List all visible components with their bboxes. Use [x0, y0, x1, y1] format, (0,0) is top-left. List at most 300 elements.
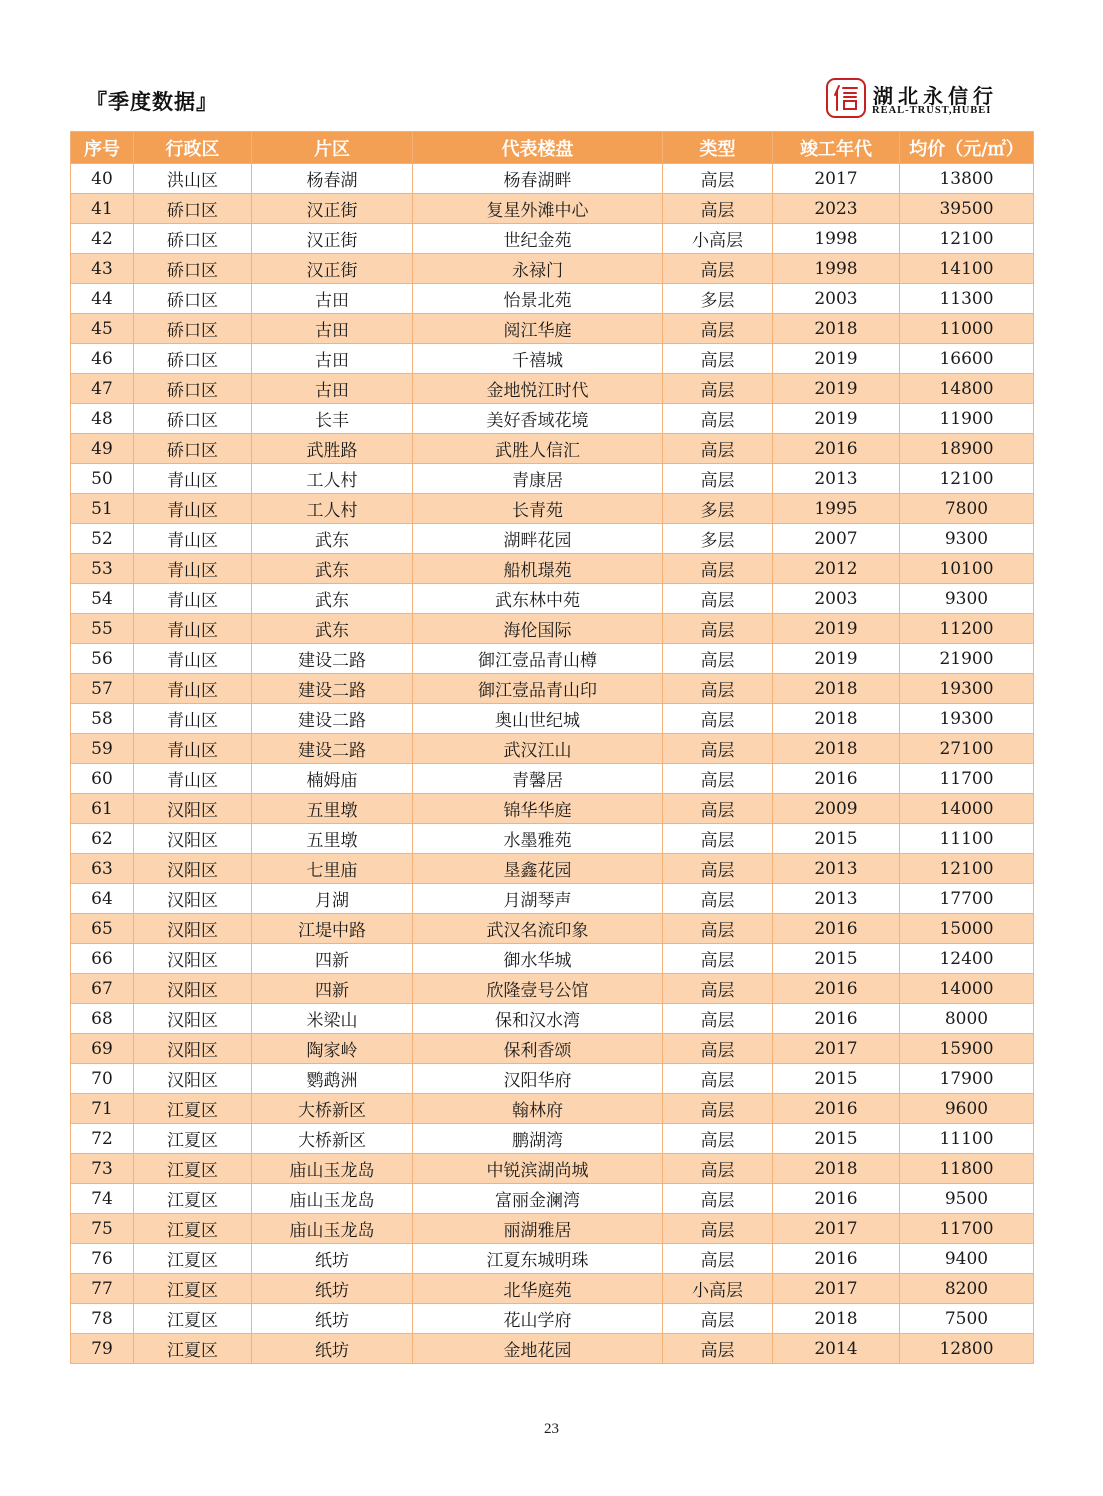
col-area-cell: 杨春湖 [252, 164, 413, 194]
housing-price-table [70, 131, 1034, 1364]
col-year-cell: 2016 [773, 1184, 900, 1214]
col-year-cell: 2014 [773, 1334, 900, 1364]
col-year-cell: 2003 [773, 284, 900, 314]
column-header-type: 类型 [663, 132, 773, 164]
col-district-cell: 青山区 [134, 734, 252, 764]
col-index-cell: 48 [71, 404, 134, 434]
col-district-cell: 汉阳区 [134, 1004, 252, 1034]
column-header-price: 均价（元/㎡） [900, 132, 1034, 164]
table-row [71, 674, 1034, 704]
col-type-cell: 高层 [663, 794, 773, 824]
table-row [71, 974, 1034, 1004]
col-price-cell: 8000 [900, 1004, 1034, 1034]
col-district-cell: 汉阳区 [134, 944, 252, 974]
col-district-cell: 江夏区 [134, 1124, 252, 1154]
table-header-row [71, 132, 1034, 164]
col-year-cell: 2016 [773, 434, 900, 464]
col-year-cell: 2018 [773, 734, 900, 764]
col-index-cell: 69 [71, 1034, 134, 1064]
col-area-cell: 武东 [252, 614, 413, 644]
col-price-cell: 8200 [900, 1274, 1034, 1304]
col-price-cell: 12800 [900, 1334, 1034, 1364]
col-property-cell: 丽湖雅居 [413, 1214, 663, 1244]
col-district-cell: 汉阳区 [134, 824, 252, 854]
col-year-cell: 2012 [773, 554, 900, 584]
col-index-cell: 54 [71, 584, 134, 614]
table-row [71, 1064, 1034, 1094]
col-type-cell: 高层 [663, 1154, 773, 1184]
col-type-cell: 高层 [663, 1064, 773, 1094]
col-index-cell: 74 [71, 1184, 134, 1214]
col-district-cell: 硚口区 [134, 344, 252, 374]
logo-english-name: REAL-TRUST,HUBEI [872, 105, 992, 116]
col-index-cell: 73 [71, 1154, 134, 1184]
table-row [71, 1004, 1034, 1034]
col-index-cell: 66 [71, 944, 134, 974]
col-area-cell: 建设二路 [252, 734, 413, 764]
table-row [71, 1034, 1034, 1064]
col-index-cell: 52 [71, 524, 134, 554]
col-district-cell: 青山区 [134, 524, 252, 554]
col-district-cell: 青山区 [134, 644, 252, 674]
col-district-cell: 江夏区 [134, 1274, 252, 1304]
col-year-cell: 2019 [773, 344, 900, 374]
table-row [71, 614, 1034, 644]
col-year-cell: 2003 [773, 584, 900, 614]
col-property-cell: 御江壹品青山樽 [413, 644, 663, 674]
col-property-cell: 武汉名流印象 [413, 914, 663, 944]
col-price-cell: 10100 [900, 554, 1034, 584]
col-area-cell: 鹦鹉洲 [252, 1064, 413, 1094]
col-type-cell: 高层 [663, 404, 773, 434]
col-year-cell: 2016 [773, 1244, 900, 1274]
col-index-cell: 46 [71, 344, 134, 374]
col-index-cell: 64 [71, 884, 134, 914]
table-row [71, 1094, 1034, 1124]
table-row [71, 1334, 1034, 1364]
col-area-cell: 长丰 [252, 404, 413, 434]
col-property-cell: 永禄门 [413, 254, 663, 284]
col-year-cell: 2009 [773, 794, 900, 824]
col-year-cell: 2013 [773, 884, 900, 914]
table-row [71, 704, 1034, 734]
col-district-cell: 汉阳区 [134, 884, 252, 914]
col-property-cell: 翰林府 [413, 1094, 663, 1124]
col-property-cell: 鹏湖湾 [413, 1124, 663, 1154]
col-area-cell: 江堤中路 [252, 914, 413, 944]
col-property-cell: 江夏东城明珠 [413, 1244, 663, 1274]
col-year-cell: 2015 [773, 944, 900, 974]
table-row [71, 344, 1034, 374]
col-index-cell: 41 [71, 194, 134, 224]
col-index-cell: 77 [71, 1274, 134, 1304]
col-type-cell: 高层 [663, 314, 773, 344]
col-type-cell: 高层 [663, 584, 773, 614]
col-price-cell: 11700 [900, 1214, 1034, 1244]
table-body [71, 164, 1034, 1364]
col-price-cell: 18900 [900, 434, 1034, 464]
col-property-cell: 金地花园 [413, 1334, 663, 1364]
col-type-cell: 高层 [663, 1034, 773, 1064]
table-row [71, 1184, 1034, 1214]
col-area-cell: 庙山玉龙岛 [252, 1214, 413, 1244]
col-district-cell: 江夏区 [134, 1094, 252, 1124]
table-row [71, 854, 1034, 884]
col-year-cell: 2016 [773, 764, 900, 794]
col-price-cell: 9300 [900, 584, 1034, 614]
col-year-cell: 2019 [773, 644, 900, 674]
col-property-cell: 垦鑫花园 [413, 854, 663, 884]
col-type-cell: 高层 [663, 1184, 773, 1214]
col-type-cell: 高层 [663, 974, 773, 1004]
table-row [71, 764, 1034, 794]
col-type-cell: 多层 [663, 524, 773, 554]
col-district-cell: 硚口区 [134, 224, 252, 254]
col-property-cell: 杨春湖畔 [413, 164, 663, 194]
col-type-cell: 高层 [663, 704, 773, 734]
col-district-cell: 硚口区 [134, 284, 252, 314]
col-property-cell: 武汉江山 [413, 734, 663, 764]
col-property-cell: 奥山世纪城 [413, 704, 663, 734]
col-index-cell: 42 [71, 224, 134, 254]
col-area-cell: 楠姆庙 [252, 764, 413, 794]
column-header-year: 竣工年代 [773, 132, 900, 164]
col-type-cell: 多层 [663, 494, 773, 524]
table-row [71, 1154, 1034, 1184]
col-type-cell: 高层 [663, 614, 773, 644]
col-area-cell: 汉正街 [252, 194, 413, 224]
table-row [71, 794, 1034, 824]
col-index-cell: 71 [71, 1094, 134, 1124]
col-district-cell: 江夏区 [134, 1304, 252, 1334]
col-index-cell: 62 [71, 824, 134, 854]
col-type-cell: 高层 [663, 344, 773, 374]
col-type-cell: 高层 [663, 1214, 773, 1244]
col-type-cell: 高层 [663, 914, 773, 944]
col-price-cell: 19300 [900, 704, 1034, 734]
col-area-cell: 大桥新区 [252, 1094, 413, 1124]
table-row [71, 944, 1034, 974]
col-district-cell: 青山区 [134, 764, 252, 794]
col-area-cell: 庙山玉龙岛 [252, 1184, 413, 1214]
table-row [71, 734, 1034, 764]
table-row [71, 314, 1034, 344]
col-index-cell: 67 [71, 974, 134, 1004]
col-price-cell: 12100 [900, 854, 1034, 884]
col-price-cell: 27100 [900, 734, 1034, 764]
col-property-cell: 美好香域花境 [413, 404, 663, 434]
column-header-district: 行政区 [134, 132, 252, 164]
col-property-cell: 锦华华庭 [413, 794, 663, 824]
col-property-cell: 复星外滩中心 [413, 194, 663, 224]
col-index-cell: 75 [71, 1214, 134, 1244]
col-district-cell: 汉阳区 [134, 1034, 252, 1064]
col-district-cell: 硚口区 [134, 314, 252, 344]
col-type-cell: 高层 [663, 1244, 773, 1274]
col-price-cell: 7500 [900, 1304, 1034, 1334]
col-property-cell: 富丽金澜湾 [413, 1184, 663, 1214]
col-index-cell: 53 [71, 554, 134, 584]
col-property-cell: 青馨居 [413, 764, 663, 794]
col-area-cell: 工人村 [252, 494, 413, 524]
col-index-cell: 58 [71, 704, 134, 734]
column-header-index: 序号 [71, 132, 134, 164]
col-district-cell: 汉阳区 [134, 794, 252, 824]
col-index-cell: 44 [71, 284, 134, 314]
col-district-cell: 青山区 [134, 674, 252, 704]
col-type-cell: 高层 [663, 434, 773, 464]
col-index-cell: 65 [71, 914, 134, 944]
col-index-cell: 51 [71, 494, 134, 524]
col-area-cell: 武东 [252, 584, 413, 614]
col-price-cell: 11200 [900, 614, 1034, 644]
col-price-cell: 11000 [900, 314, 1034, 344]
col-price-cell: 11300 [900, 284, 1034, 314]
col-index-cell: 79 [71, 1334, 134, 1364]
column-header-property: 代表楼盘 [413, 132, 663, 164]
col-year-cell: 2007 [773, 524, 900, 554]
col-property-cell: 金地悦江时代 [413, 374, 663, 404]
table-row [71, 524, 1034, 554]
table-row [71, 1124, 1034, 1154]
col-property-cell: 武东林中苑 [413, 584, 663, 614]
col-price-cell: 11100 [900, 1124, 1034, 1154]
col-year-cell: 2017 [773, 164, 900, 194]
col-price-cell: 9300 [900, 524, 1034, 554]
col-district-cell: 汉阳区 [134, 914, 252, 944]
col-price-cell: 14100 [900, 254, 1034, 284]
col-district-cell: 硚口区 [134, 374, 252, 404]
col-area-cell: 工人村 [252, 464, 413, 494]
col-district-cell: 汉阳区 [134, 1064, 252, 1094]
col-index-cell: 45 [71, 314, 134, 344]
col-type-cell: 高层 [663, 554, 773, 584]
col-price-cell: 14000 [900, 794, 1034, 824]
table-row [71, 554, 1034, 584]
col-type-cell: 小高层 [663, 1274, 773, 1304]
col-price-cell: 14000 [900, 974, 1034, 1004]
col-price-cell: 15900 [900, 1034, 1034, 1064]
col-district-cell: 硚口区 [134, 194, 252, 224]
col-index-cell: 78 [71, 1304, 134, 1334]
col-index-cell: 72 [71, 1124, 134, 1154]
column-header-area: 片区 [252, 132, 413, 164]
col-year-cell: 2018 [773, 314, 900, 344]
col-area-cell: 武东 [252, 554, 413, 584]
table-row [71, 1304, 1034, 1334]
col-price-cell: 11900 [900, 404, 1034, 434]
col-year-cell: 2015 [773, 824, 900, 854]
col-area-cell: 武东 [252, 524, 413, 554]
col-property-cell: 船机璟苑 [413, 554, 663, 584]
col-price-cell: 12100 [900, 464, 1034, 494]
col-district-cell: 硚口区 [134, 404, 252, 434]
col-area-cell: 大桥新区 [252, 1124, 413, 1154]
col-district-cell: 洪山区 [134, 164, 252, 194]
col-year-cell: 2017 [773, 1274, 900, 1304]
col-area-cell: 汉正街 [252, 254, 413, 284]
table-row [71, 1214, 1034, 1244]
col-property-cell: 北华庭苑 [413, 1274, 663, 1304]
col-type-cell: 高层 [663, 1304, 773, 1334]
col-year-cell: 1998 [773, 224, 900, 254]
col-type-cell: 高层 [663, 194, 773, 224]
col-district-cell: 硚口区 [134, 434, 252, 464]
table-row [71, 884, 1034, 914]
table-row [71, 584, 1034, 614]
col-district-cell: 江夏区 [134, 1244, 252, 1274]
col-year-cell: 2019 [773, 404, 900, 434]
col-district-cell: 青山区 [134, 554, 252, 584]
col-property-cell: 世纪金苑 [413, 224, 663, 254]
col-price-cell: 17700 [900, 884, 1034, 914]
col-type-cell: 多层 [663, 284, 773, 314]
col-property-cell: 湖畔花园 [413, 524, 663, 554]
col-area-cell: 米梁山 [252, 1004, 413, 1034]
col-index-cell: 61 [71, 794, 134, 824]
section-title: 『季度数据』 [86, 90, 218, 114]
col-price-cell: 11700 [900, 764, 1034, 794]
col-index-cell: 63 [71, 854, 134, 884]
col-district-cell: 汉阳区 [134, 854, 252, 884]
col-index-cell: 70 [71, 1064, 134, 1094]
col-index-cell: 68 [71, 1004, 134, 1034]
col-property-cell: 御水华城 [413, 944, 663, 974]
col-area-cell: 古田 [252, 344, 413, 374]
col-price-cell: 19300 [900, 674, 1034, 704]
col-area-cell: 汉正街 [252, 224, 413, 254]
table-row [71, 464, 1034, 494]
col-area-cell: 庙山玉龙岛 [252, 1154, 413, 1184]
col-price-cell: 12400 [900, 944, 1034, 974]
col-property-cell: 千禧城 [413, 344, 663, 374]
col-area-cell: 五里墩 [252, 824, 413, 854]
col-index-cell: 76 [71, 1244, 134, 1274]
col-area-cell: 建设二路 [252, 674, 413, 704]
col-property-cell: 怡景北苑 [413, 284, 663, 314]
col-area-cell: 陶家岭 [252, 1034, 413, 1064]
col-year-cell: 2013 [773, 464, 900, 494]
col-type-cell: 高层 [663, 644, 773, 674]
col-year-cell: 2018 [773, 1304, 900, 1334]
col-area-cell: 武胜路 [252, 434, 413, 464]
col-type-cell: 高层 [663, 674, 773, 704]
col-type-cell: 小高层 [663, 224, 773, 254]
col-price-cell: 14800 [900, 374, 1034, 404]
col-type-cell: 高层 [663, 1124, 773, 1154]
col-property-cell: 水墨雅苑 [413, 824, 663, 854]
col-index-cell: 60 [71, 764, 134, 794]
logo-chinese-name: 湖北永信行 [873, 84, 998, 108]
col-area-cell: 月湖 [252, 884, 413, 914]
col-type-cell: 高层 [663, 1334, 773, 1364]
col-price-cell: 16600 [900, 344, 1034, 374]
col-year-cell: 1995 [773, 494, 900, 524]
col-year-cell: 2017 [773, 1214, 900, 1244]
col-year-cell: 2016 [773, 1004, 900, 1034]
col-district-cell: 江夏区 [134, 1214, 252, 1244]
col-type-cell: 高层 [663, 854, 773, 884]
col-property-cell: 欣隆壹号公馆 [413, 974, 663, 1004]
col-price-cell: 17900 [900, 1064, 1034, 1094]
col-district-cell: 青山区 [134, 464, 252, 494]
col-type-cell: 高层 [663, 734, 773, 764]
col-type-cell: 高层 [663, 464, 773, 494]
col-property-cell: 武胜人信汇 [413, 434, 663, 464]
col-year-cell: 2016 [773, 914, 900, 944]
col-price-cell: 11100 [900, 824, 1034, 854]
col-district-cell: 江夏区 [134, 1184, 252, 1214]
col-index-cell: 55 [71, 614, 134, 644]
col-area-cell: 纸坊 [252, 1274, 413, 1304]
col-property-cell: 花山学府 [413, 1304, 663, 1334]
col-district-cell: 青山区 [134, 614, 252, 644]
col-price-cell: 7800 [900, 494, 1034, 524]
col-area-cell: 七里庙 [252, 854, 413, 884]
col-year-cell: 2016 [773, 974, 900, 1004]
col-district-cell: 青山区 [134, 704, 252, 734]
col-year-cell: 2018 [773, 1154, 900, 1184]
col-area-cell: 古田 [252, 374, 413, 404]
col-type-cell: 高层 [663, 1004, 773, 1034]
col-index-cell: 57 [71, 674, 134, 704]
col-property-cell: 中锐滨湖尚城 [413, 1154, 663, 1184]
table-row [71, 164, 1034, 194]
col-index-cell: 49 [71, 434, 134, 464]
table-row [71, 824, 1034, 854]
col-property-cell: 青康居 [413, 464, 663, 494]
col-price-cell: 9400 [900, 1244, 1034, 1274]
col-index-cell: 59 [71, 734, 134, 764]
col-index-cell: 40 [71, 164, 134, 194]
col-property-cell: 月湖琴声 [413, 884, 663, 914]
col-type-cell: 高层 [663, 164, 773, 194]
table-row [71, 404, 1034, 434]
col-area-cell: 古田 [252, 284, 413, 314]
table-row [71, 494, 1034, 524]
col-type-cell: 高层 [663, 824, 773, 854]
col-year-cell: 2015 [773, 1124, 900, 1154]
table-row [71, 374, 1034, 404]
col-price-cell: 39500 [900, 194, 1034, 224]
col-property-cell: 阅江华庭 [413, 314, 663, 344]
table-row [71, 434, 1034, 464]
table-row [71, 1244, 1034, 1274]
table-row [71, 914, 1034, 944]
col-year-cell: 2015 [773, 1064, 900, 1094]
col-district-cell: 汉阳区 [134, 974, 252, 1004]
table-row [71, 644, 1034, 674]
col-area-cell: 建设二路 [252, 704, 413, 734]
col-property-cell: 长青苑 [413, 494, 663, 524]
table-row [71, 284, 1034, 314]
col-price-cell: 11800 [900, 1154, 1034, 1184]
table-row [71, 224, 1034, 254]
table-row [71, 254, 1034, 284]
col-year-cell: 2019 [773, 614, 900, 644]
col-index-cell: 47 [71, 374, 134, 404]
col-year-cell: 2019 [773, 374, 900, 404]
table-row [71, 1274, 1034, 1304]
col-property-cell: 海伦国际 [413, 614, 663, 644]
col-property-cell: 汉阳华府 [413, 1064, 663, 1094]
col-price-cell: 12100 [900, 224, 1034, 254]
company-logo [826, 78, 1036, 124]
col-area-cell: 建设二路 [252, 644, 413, 674]
col-area-cell: 五里墩 [252, 794, 413, 824]
col-price-cell: 15000 [900, 914, 1034, 944]
xin-seal-icon [826, 78, 866, 118]
